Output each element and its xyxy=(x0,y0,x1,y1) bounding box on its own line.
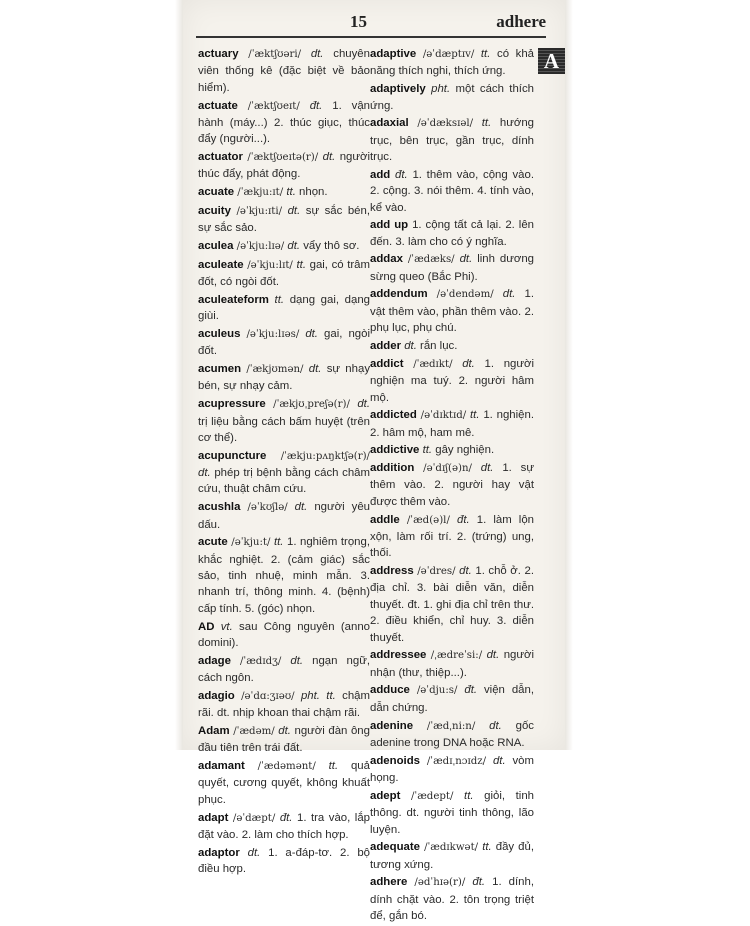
dictionary-entry xyxy=(198,758,370,808)
entry-definition: gai, có trâm đốt, có ngòi đốt. xyxy=(198,258,371,289)
entry-headword: adagio xyxy=(198,689,235,702)
entry-pronunciation: /ˈæktʃʊəri/ xyxy=(248,49,302,60)
entry-headword: adequate xyxy=(370,841,421,854)
entry-part-of-speech: dt. xyxy=(404,339,417,352)
entry-definition: dạng gai, dạng giùi. xyxy=(198,293,370,323)
entry-headword: adenoids xyxy=(370,754,421,767)
page-gutter-left xyxy=(175,0,183,750)
guide-word: adhere xyxy=(496,12,546,31)
entry-definition: sự nhạy bén, sự nhạy cảm. xyxy=(198,362,371,393)
entry-part-of-speech: tt. xyxy=(482,841,492,854)
entry-pronunciation: /əˈdæksɪəl/ xyxy=(417,118,474,130)
dictionary-entry xyxy=(198,46,370,96)
entry-headword: address xyxy=(370,565,414,578)
entry-definition: rắn lục. xyxy=(420,339,458,352)
entry-headword: aculea xyxy=(198,239,234,252)
entry-pronunciation: /əˈkju:lɪəs/ xyxy=(246,328,300,340)
entry-definition: một cách thích ứng. xyxy=(370,83,535,112)
entry-definition: người nhận (thư, thiệp...). xyxy=(370,649,534,679)
entry-headword: add up xyxy=(370,219,409,232)
page-number: 15 xyxy=(350,12,367,31)
thumb-index-tab: A xyxy=(538,48,565,74)
entry-definition: sau Công nguyên (anno domini). xyxy=(198,620,370,649)
entry-part-of-speech: tt. xyxy=(273,536,284,549)
dictionary-entry xyxy=(370,115,534,165)
entry-pronunciation: /ˈæd(ə)l/ xyxy=(406,514,450,526)
entry-part-of-speech: dt. xyxy=(310,48,324,60)
entry-pronunciation: /əˈdɪktɪd/ xyxy=(420,410,467,422)
entry-headword: adduce xyxy=(370,684,410,697)
entry-definition: trị liệu bằng cách bấm huyệt (trên cơ thể). xyxy=(198,415,370,444)
dictionary-entry xyxy=(198,688,370,722)
entry-pronunciation: /ˈædɪˌnɔɪdz/ xyxy=(426,755,487,767)
entry-definition: 1. làm lộn xộn, làm rối trí. 2. (trứng) ung, thối. xyxy=(370,513,535,560)
right-column xyxy=(370,46,534,926)
entry-part-of-speech: tt. xyxy=(422,444,433,457)
entry-definition: 1. người nghiện ma tuý. 2. người hâm mộ. xyxy=(370,357,534,404)
entry-part-of-speech: dt. xyxy=(459,253,473,266)
entry-part-of-speech: dt. xyxy=(462,357,475,370)
entry-definition: vẩy thô sơ. xyxy=(303,239,360,252)
entry-part-of-speech: đt. xyxy=(464,684,478,697)
dictionary-entry xyxy=(198,534,370,617)
entry-pronunciation: /ˈædəm/ xyxy=(233,725,275,737)
entry-part-of-speech: dt. xyxy=(278,724,291,737)
dictionary-entry xyxy=(370,874,534,924)
entry-headword: addict xyxy=(370,357,404,370)
page-gutter-right xyxy=(565,0,573,750)
dictionary-entry xyxy=(198,326,370,360)
dictionary-entry xyxy=(370,217,534,250)
entry-headword: aculeus xyxy=(198,327,241,340)
entry-definition: 1. vật thêm vào, phần thêm vào. 2. phụ lục, phụ chú. xyxy=(370,288,534,335)
entry-definition: 1. sự thêm vào. 2. người hay vật được thêm vào. xyxy=(370,462,534,508)
entry-part-of-speech: đt. xyxy=(309,99,323,112)
entry-part-of-speech: tt. xyxy=(470,409,480,422)
entry-headword: adamant xyxy=(198,760,245,772)
entry-part-of-speech: dt. xyxy=(287,239,301,252)
entry-headword: aculeateform xyxy=(198,293,269,306)
page-header xyxy=(196,8,546,38)
dictionary-entry xyxy=(370,753,534,787)
entry-part-of-speech: dt. xyxy=(459,565,472,578)
dictionary-entry xyxy=(370,563,534,646)
entry-definition: người thúc đẩy, phát động. xyxy=(198,151,371,181)
entry-headword: acute xyxy=(198,536,228,549)
entry-pronunciation: /ˈækju:ɪt/ xyxy=(237,187,284,199)
entry-headword: actuate xyxy=(198,99,238,112)
entry-pronunciation: /əˈkju:lɪt/ xyxy=(247,259,293,271)
entry-part-of-speech: đt. xyxy=(456,513,470,526)
entry-part-of-speech: dt. xyxy=(287,204,301,217)
dictionary-entry xyxy=(370,512,534,562)
entry-headword: AD xyxy=(198,620,215,633)
entry-definition: quả quyết, cương quyết, không khuất phục. xyxy=(198,760,370,806)
entry-headword: adapt xyxy=(198,811,229,824)
entry-part-of-speech: đt. xyxy=(279,811,293,824)
dictionary-entry xyxy=(370,46,534,80)
dictionary-entry xyxy=(198,203,370,237)
entry-definition: đầy đủ, tương xứng. xyxy=(370,841,535,871)
entry-headword: adaptor xyxy=(198,846,240,859)
dictionary-entry xyxy=(370,81,534,114)
entry-headword: actuary xyxy=(198,48,239,60)
dictionary-entry xyxy=(198,292,370,325)
entry-definition: phép trị bệnh bằng cách châm cứu, thuật châm cứu. xyxy=(198,467,370,496)
entry-part-of-speech: tt. xyxy=(481,117,492,130)
entry-pronunciation: /ˈækjʊˌpreʃə(r)/ xyxy=(273,399,350,411)
entry-pronunciation: /ədˈhɪə(r)/ xyxy=(414,877,466,889)
entry-definition: 1. cộng tất cả lại. 2. lên đến. 3. làm cho có ý nghĩa. xyxy=(370,219,534,248)
entry-headword: acupuncture xyxy=(198,449,267,462)
entry-headword: adder xyxy=(370,339,402,352)
entry-part-of-speech: dt. xyxy=(502,288,516,301)
entry-definition: 1. tra vào, lắp đặt vào. 2. làm cho thích hợp. xyxy=(198,811,370,841)
entry-pronunciation: /ˈædɪkwət/ xyxy=(424,842,479,854)
entry-headword: addition xyxy=(370,462,415,475)
entry-pronunciation: /əˈkju:lɪə/ xyxy=(236,240,285,252)
dictionary-entry xyxy=(198,499,370,533)
dictionary-entry xyxy=(198,149,370,183)
dictionary-entry xyxy=(370,647,534,681)
entry-headword: addressee xyxy=(370,649,427,662)
entry-definition: 1. nghiêm trọng, khắc nghiệt. 2. (cảm giác) sắc sảo, tinh nhuệ, minh mẫn. 3. nhanh trí, thông minh. 4. (bệnh) cấp tính. 5. (góc) nhọn. xyxy=(198,536,371,615)
entry-definition: ngạn ngữ, cách ngôn. xyxy=(198,654,370,685)
entry-headword: addicted xyxy=(370,409,417,422)
entry-part-of-speech: dt. xyxy=(486,649,500,662)
entry-headword: adhere xyxy=(370,876,408,889)
entry-definition: người đàn ông đầu tiên trên trái đất. xyxy=(198,724,370,755)
entry-part-of-speech: tt. xyxy=(480,48,491,60)
entry-pronunciation: /ˈækjʊmən/ xyxy=(246,363,304,375)
entry-definition: 1. dính, dính chặt vào. 2. tôn trọng triệt để, gắn bó. xyxy=(370,876,534,923)
entry-pronunciation: /əˈdendəm/ xyxy=(436,289,494,301)
dictionary-entry xyxy=(198,361,370,395)
entry-pronunciation: /əˈdæptɪv/ xyxy=(422,49,475,60)
entry-part-of-speech: dt. xyxy=(198,467,211,480)
entry-pronunciation: /əˈkju:ɪti/ xyxy=(236,205,283,217)
entry-pronunciation: /əˈdɑ:ʒɪəʊ/ xyxy=(241,690,295,702)
entry-definition: sự sắc bén, sự sắc sảo. xyxy=(198,204,371,235)
dictionary-entry xyxy=(370,356,534,406)
entry-definition: gây nghiện. xyxy=(435,444,495,457)
entry-part-of-speech: pht. tt. xyxy=(300,689,336,702)
entry-headword: adaxial xyxy=(370,117,409,130)
entry-definition: 1. thêm vào, cộng vào. 2. cộng. 3. nói thêm. 4. tính vào, kể vào. xyxy=(370,168,534,214)
entry-headword: adaptive xyxy=(370,48,417,60)
entry-part-of-speech: đt. xyxy=(472,876,486,889)
entry-headword: addendum xyxy=(370,288,428,301)
entry-headword: aculeate xyxy=(198,258,244,271)
entry-pronunciation: /əˈdæpt/ xyxy=(232,812,276,824)
entry-headword: adage xyxy=(198,654,231,667)
entry-headword: acupressure xyxy=(198,398,266,411)
entry-pronunciation: /ˈædəmənt/ xyxy=(257,761,316,772)
entry-headword: acuity xyxy=(198,204,231,217)
entry-definition: 1. vận hành (máy...) 2. thúc giục, thúc đẩy (người...). xyxy=(198,99,371,146)
entry-part-of-speech: vt. xyxy=(220,620,233,633)
entry-part-of-speech: dt. xyxy=(480,462,494,475)
entry-pronunciation: /ˈædɪdʒ/ xyxy=(240,655,282,667)
entry-pronunciation: /ˈæktʃʊeɪt/ xyxy=(247,100,300,112)
entry-part-of-speech: dt. xyxy=(489,719,502,732)
entry-headword: actuator xyxy=(198,151,243,164)
dictionary-entry xyxy=(370,167,534,216)
entry-definition: gốc adenine trong DNA hoặc RNA. xyxy=(370,719,535,749)
dictionary-entry xyxy=(198,723,370,757)
entry-pronunciation: /əˈdju:s/ xyxy=(416,685,458,697)
dictionary-entry xyxy=(370,788,534,838)
entry-headword: addax xyxy=(370,253,403,266)
entry-pronunciation: /ˈæktʃʊeɪtə(r)/ xyxy=(247,152,319,164)
entry-pronunciation: /ˈækju:pʌŋktʃə(r)/ xyxy=(280,450,370,462)
dictionary-entry xyxy=(198,810,370,844)
dictionary-entry xyxy=(198,653,370,687)
entry-part-of-speech: đt. xyxy=(395,168,408,181)
dictionary-entry xyxy=(198,98,370,148)
entry-pronunciation: /ˈædˌni:n/ xyxy=(426,720,476,732)
entry-part-of-speech: tt. xyxy=(286,186,296,199)
dictionary-entry xyxy=(198,238,370,255)
dictionary-entry xyxy=(370,460,534,510)
dictionary-entry xyxy=(198,396,370,446)
entry-part-of-speech: dt. xyxy=(357,398,370,411)
dictionary-entry xyxy=(370,286,534,336)
entry-definition: chuyên viên thống kê (đặc biệt về bảo hiểm). xyxy=(198,48,370,94)
entry-pronunciation: /əˈkʊʃlə/ xyxy=(247,502,288,514)
entry-headword: acushla xyxy=(198,501,241,514)
entry-part-of-speech: tt. xyxy=(296,258,306,271)
entry-part-of-speech: dt. xyxy=(294,501,308,514)
dictionary-entry xyxy=(198,845,370,878)
dictionary-entry xyxy=(198,184,370,201)
dictionary-entry xyxy=(370,839,534,873)
left-column xyxy=(198,46,370,879)
entry-headword: adenine xyxy=(370,719,414,732)
entry-definition: nhọn. xyxy=(299,186,328,199)
dictionary-entry xyxy=(198,448,370,498)
entry-part-of-speech: tt. xyxy=(464,789,474,802)
entry-part-of-speech: dt. xyxy=(290,654,304,667)
dictionary-entry xyxy=(370,682,534,716)
entry-definition: linh dương sừng queo (Bắc Phi). xyxy=(370,253,534,283)
dictionary-entry xyxy=(370,718,534,752)
entry-pronunciation: /ˈædɪkt/ xyxy=(413,358,453,370)
entry-pronunciation: /əˈkju:t/ xyxy=(231,537,271,549)
entry-definition: hướng trục, bên trục, gần trục, dính trục. xyxy=(370,117,535,164)
entry-headword: acuate xyxy=(198,186,235,199)
entry-part-of-speech: pht. xyxy=(431,83,451,96)
dictionary-entry xyxy=(370,407,534,441)
entry-definition: có khả năng thích nghi, thích ứng. xyxy=(370,48,535,78)
dictionary-entry xyxy=(370,442,534,458)
entry-headword: addle xyxy=(370,513,400,526)
entry-definition: 1. a-đáp-tơ. 2. bộ điều hợp. xyxy=(198,846,370,876)
entry-definition: viện dẫn, dẫn chứng. xyxy=(370,684,534,714)
entry-pronunciation: /əˈdɪʃ(ə)n/ xyxy=(423,463,472,475)
entry-definition: 1. chỗ ở. 2. địa chỉ. 3. bài diễn văn, diễn thuyết. đt. 1. ghi địa chỉ trên thư. 2. điều khiển, chỉ huy. 3. diễn thuyết. xyxy=(370,565,534,644)
entry-definition: chậm rãi. dt. nhịp khoan thai chậm rãi. xyxy=(198,689,370,720)
dictionary-entry xyxy=(198,619,370,652)
entry-part-of-speech: dt. xyxy=(492,754,506,767)
dictionary-entry xyxy=(370,251,534,285)
entry-headword: adept xyxy=(370,789,401,802)
entry-headword: acumen xyxy=(198,362,242,375)
entry-headword: add xyxy=(370,168,391,181)
entry-definition: 1. nghiện. 2. hâm mộ, ham mê. xyxy=(370,409,534,439)
entry-part-of-speech: tt. xyxy=(274,293,285,306)
dictionary-entry xyxy=(198,257,370,291)
entry-headword: addictive xyxy=(370,444,420,457)
entry-definition: giỏi, tinh thông. dt. người tinh thông, lão luyện. xyxy=(370,789,534,836)
entry-definition: vòm họng. xyxy=(370,754,534,785)
entry-definition: người yêu dấu. xyxy=(198,501,370,531)
entry-part-of-speech: tt. xyxy=(328,760,339,772)
entry-pronunciation: /ˈædæks/ xyxy=(407,254,455,266)
entry-definition: gai, ngòi đốt. xyxy=(198,327,370,358)
entry-part-of-speech: dt. xyxy=(247,846,261,859)
dictionary-entry xyxy=(370,338,534,354)
entry-headword: Adam xyxy=(198,724,230,737)
entry-part-of-speech: dt. xyxy=(308,362,322,375)
entry-pronunciation: /ˈædept/ xyxy=(411,790,454,802)
entry-pronunciation: /əˈdres/ xyxy=(417,566,456,578)
entry-part-of-speech: dt. xyxy=(322,151,336,164)
entry-headword: adaptively xyxy=(370,83,426,96)
entry-part-of-speech: dt. xyxy=(305,327,318,340)
entry-pronunciation: /ˌædreˈsi:/ xyxy=(430,650,483,662)
